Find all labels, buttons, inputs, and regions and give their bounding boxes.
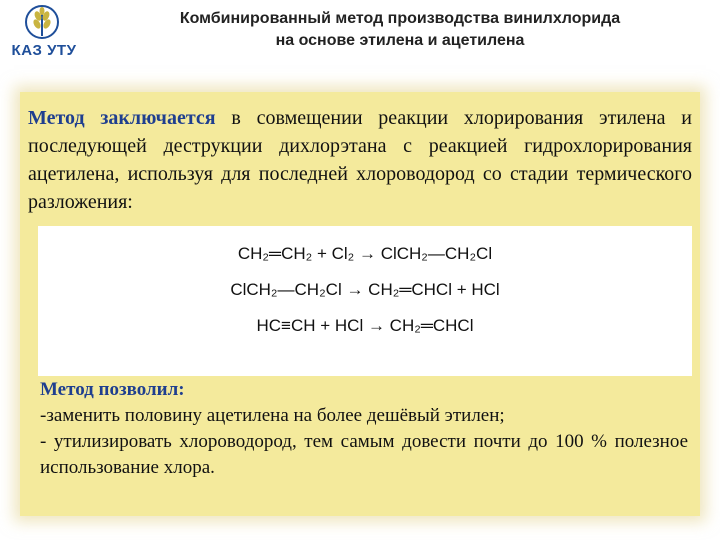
title-line-2: на основе этилена и ацетилена — [275, 32, 525, 49]
university-logo — [4, 4, 84, 64]
equation-3: HC≡CH + HCl → CH₂═CHCl — [256, 316, 474, 335]
result-item-1: -заменить половину ацетилена на более дешёвый этилен; — [40, 405, 505, 426]
intro-paragraph — [28, 104, 692, 216]
intro-text: в совмещении реакции хлорирования этилена и последующей деструкции дихлорэтана с реакцией гидрохлорирования ацетилена, используя для последней хлороводород со стадии термического разложения: — [28, 107, 692, 213]
wheat-emblem-icon — [24, 4, 60, 42]
logo-text: КАЗ УТУ — [11, 42, 77, 59]
title-line-1: Комбинированный метод производства винилхлорида — [179, 10, 621, 27]
intro-lead: Метод заключается — [28, 107, 216, 129]
equation-1: CH₂═CH₂ + Cl₂ → ClCH₂—CH₂Cl — [237, 244, 493, 263]
page-title — [100, 8, 700, 66]
equation-2: ClCH₂—CH₂Cl → CH₂═CHCl + HCl — [230, 280, 500, 299]
result-block — [40, 377, 688, 481]
result-heading: Метод позволил: — [40, 379, 185, 400]
result-item-2: - утилизировать хлороводород, тем самым довести почти до 100 % полезное использование хлора. — [40, 431, 688, 478]
equations-box — [38, 226, 692, 376]
